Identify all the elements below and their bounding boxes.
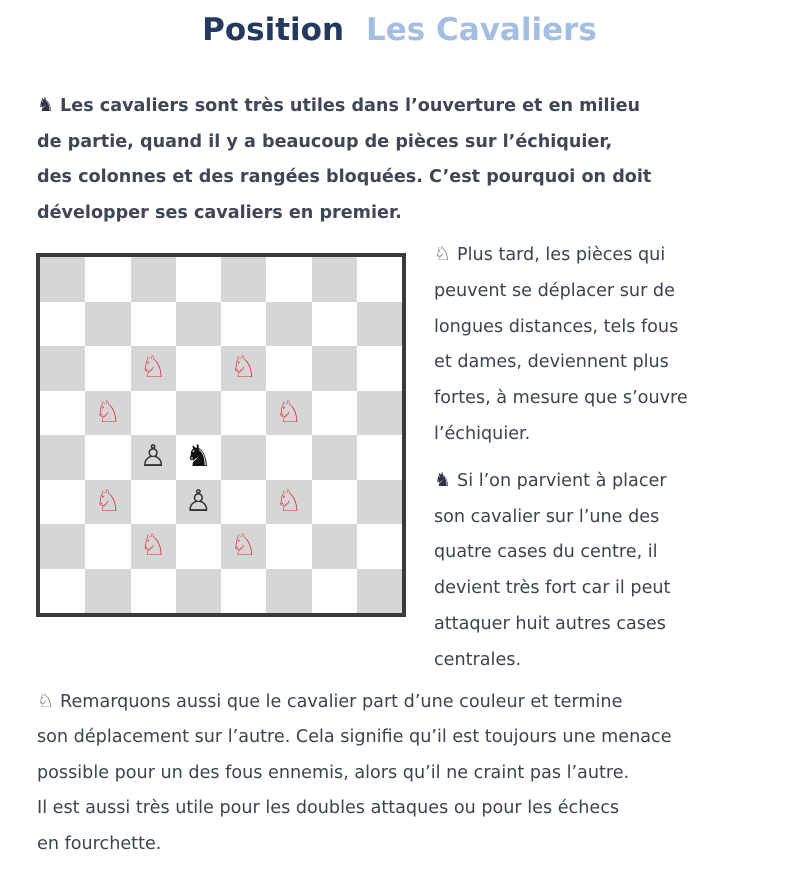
board-square-d6 bbox=[176, 346, 221, 391]
page-title bbox=[0, 12, 799, 48]
board-square-a5 bbox=[40, 391, 85, 436]
board-square-b4 bbox=[85, 435, 130, 480]
board-square-c3 bbox=[131, 480, 176, 525]
chess-board bbox=[36, 253, 406, 617]
board-square-a3 bbox=[40, 480, 85, 525]
red-knight-icon: ♘ bbox=[230, 528, 258, 563]
board-square-d5 bbox=[176, 391, 221, 436]
white-pawn-icon: ♙ bbox=[184, 483, 212, 519]
red-knight-icon: ♘ bbox=[139, 528, 167, 563]
side-line: peuvent se déplacer sur de bbox=[434, 280, 675, 301]
board-square-g7 bbox=[312, 302, 357, 347]
intro-line bbox=[37, 88, 727, 125]
board-square-g1 bbox=[312, 569, 357, 614]
board-square-c1 bbox=[131, 569, 176, 614]
bottom-line: son déplacement sur l’autre. Cela signifie qu’il est toujours une menace bbox=[37, 727, 672, 748]
board-square-h5 bbox=[357, 391, 402, 436]
board-square-a4 bbox=[40, 435, 85, 480]
board-square-c8 bbox=[131, 257, 176, 302]
board-square-a7 bbox=[40, 302, 85, 347]
side-line: quatre cases du centre, il bbox=[434, 542, 658, 563]
white-pawn-icon: ♙ bbox=[139, 439, 167, 474]
side-line: devient très fort car il peut bbox=[434, 578, 671, 599]
side-paragraph-1 bbox=[434, 237, 764, 453]
board-square-h7 bbox=[357, 302, 402, 347]
intro-line: de partie, quand il y a beaucoup de pièces sur l’échiquier, bbox=[37, 131, 613, 152]
board-square-a6 bbox=[40, 346, 85, 391]
board-square-b1 bbox=[85, 569, 130, 614]
board-square-f4 bbox=[266, 435, 311, 480]
bottom-line: Il est aussi très utile pour les doubles attaques ou pour les échecs bbox=[37, 798, 620, 819]
board-square-e1 bbox=[221, 569, 266, 614]
red-knight-icon: ♘ bbox=[94, 483, 122, 519]
board-square-h8 bbox=[357, 257, 402, 302]
bottom-paragraph bbox=[37, 684, 767, 862]
side-line: longues distances, tels fous bbox=[434, 316, 679, 337]
intro-line: des colonnes et des rangées bloquées. C’est pourquoi on doit bbox=[37, 167, 652, 187]
red-knight-icon: ♘ bbox=[275, 394, 303, 430]
board-square-g2 bbox=[312, 524, 357, 569]
board-square-f7 bbox=[266, 302, 311, 347]
board-square-d7 bbox=[176, 302, 221, 347]
board-square-d1 bbox=[176, 569, 221, 614]
red-knight-icon: ♘ bbox=[139, 350, 167, 385]
side-line: son cavalier sur l’une des bbox=[434, 506, 660, 527]
side-line-text: Plus tard, les pièces qui bbox=[457, 245, 666, 265]
board-square-c5 bbox=[131, 391, 176, 436]
side-line: fortes, à mesure que s’ouvre bbox=[434, 388, 688, 409]
board-square-h2 bbox=[357, 524, 402, 569]
board-square-c7 bbox=[131, 302, 176, 347]
board-square-f2 bbox=[266, 524, 311, 569]
board-square-h3 bbox=[357, 480, 402, 525]
white-knight-icon: ♘ bbox=[37, 690, 55, 712]
black-knight-piece-icon: ♞ bbox=[184, 439, 212, 474]
board-square-e4 bbox=[221, 435, 266, 480]
bottom-line-text: Remarquons aussi que le cavalier part d’une couleur et termine bbox=[60, 692, 623, 712]
side-paragraph-2 bbox=[434, 463, 764, 679]
board-square-f1 bbox=[266, 569, 311, 614]
side-line: et dames, deviennent plus bbox=[434, 352, 669, 373]
board-square-b7 bbox=[85, 302, 130, 347]
board-square-g8 bbox=[312, 257, 357, 302]
board-square-g3 bbox=[312, 480, 357, 525]
board-square-d2 bbox=[176, 524, 221, 569]
side-line: attaquer huit autres cases bbox=[434, 613, 666, 634]
board-square-a1 bbox=[40, 569, 85, 614]
board-square-e5 bbox=[221, 391, 266, 436]
side-line-text: Si l’on parvient à placer bbox=[457, 470, 667, 491]
board-square-e7 bbox=[221, 302, 266, 347]
board-square-g6 bbox=[312, 346, 357, 391]
bottom-line: en fourchette. bbox=[37, 833, 162, 854]
bottom-line bbox=[37, 684, 767, 720]
intro-line-text: Les cavaliers sont très utiles dans l’ouverture et en milieu bbox=[60, 96, 641, 116]
board-square-e8 bbox=[221, 257, 266, 302]
red-knight-icon: ♘ bbox=[275, 483, 303, 519]
board-square-a2 bbox=[40, 524, 85, 569]
board-square-g5 bbox=[312, 391, 357, 436]
board-square-g4 bbox=[312, 435, 357, 480]
side-text bbox=[434, 237, 764, 679]
title-main: Position bbox=[202, 12, 345, 48]
board-square-e3 bbox=[221, 480, 266, 525]
black-knight-icon: ♞ bbox=[434, 468, 452, 491]
side-line: l’échiquier. bbox=[434, 423, 531, 444]
side-line: centrales. bbox=[434, 649, 522, 670]
board-square-h6 bbox=[357, 346, 402, 391]
board-square-b6 bbox=[85, 346, 130, 391]
white-knight-icon: ♘ bbox=[434, 243, 452, 265]
black-knight-icon: ♞ bbox=[37, 94, 55, 116]
intro-line: développer ses cavaliers en premier. bbox=[37, 202, 402, 223]
board-square-h1 bbox=[357, 569, 402, 614]
board-square-a8 bbox=[40, 257, 85, 302]
side-line bbox=[434, 463, 764, 500]
board-square-h4 bbox=[357, 435, 402, 480]
board-square-b8 bbox=[85, 257, 130, 302]
title-sub: Les Cavaliers bbox=[366, 12, 597, 48]
red-knight-icon: ♘ bbox=[94, 394, 122, 430]
board-square-b2 bbox=[85, 524, 130, 569]
side-line bbox=[434, 237, 764, 274]
red-knight-icon: ♘ bbox=[230, 350, 258, 385]
intro-paragraph bbox=[37, 88, 727, 231]
bottom-line: possible pour un des fous ennemis, alors qu’il ne craint pas l’autre. bbox=[37, 762, 630, 783]
board-square-f8 bbox=[266, 257, 311, 302]
board-square-f6 bbox=[266, 346, 311, 391]
board-square-d8 bbox=[176, 257, 221, 302]
